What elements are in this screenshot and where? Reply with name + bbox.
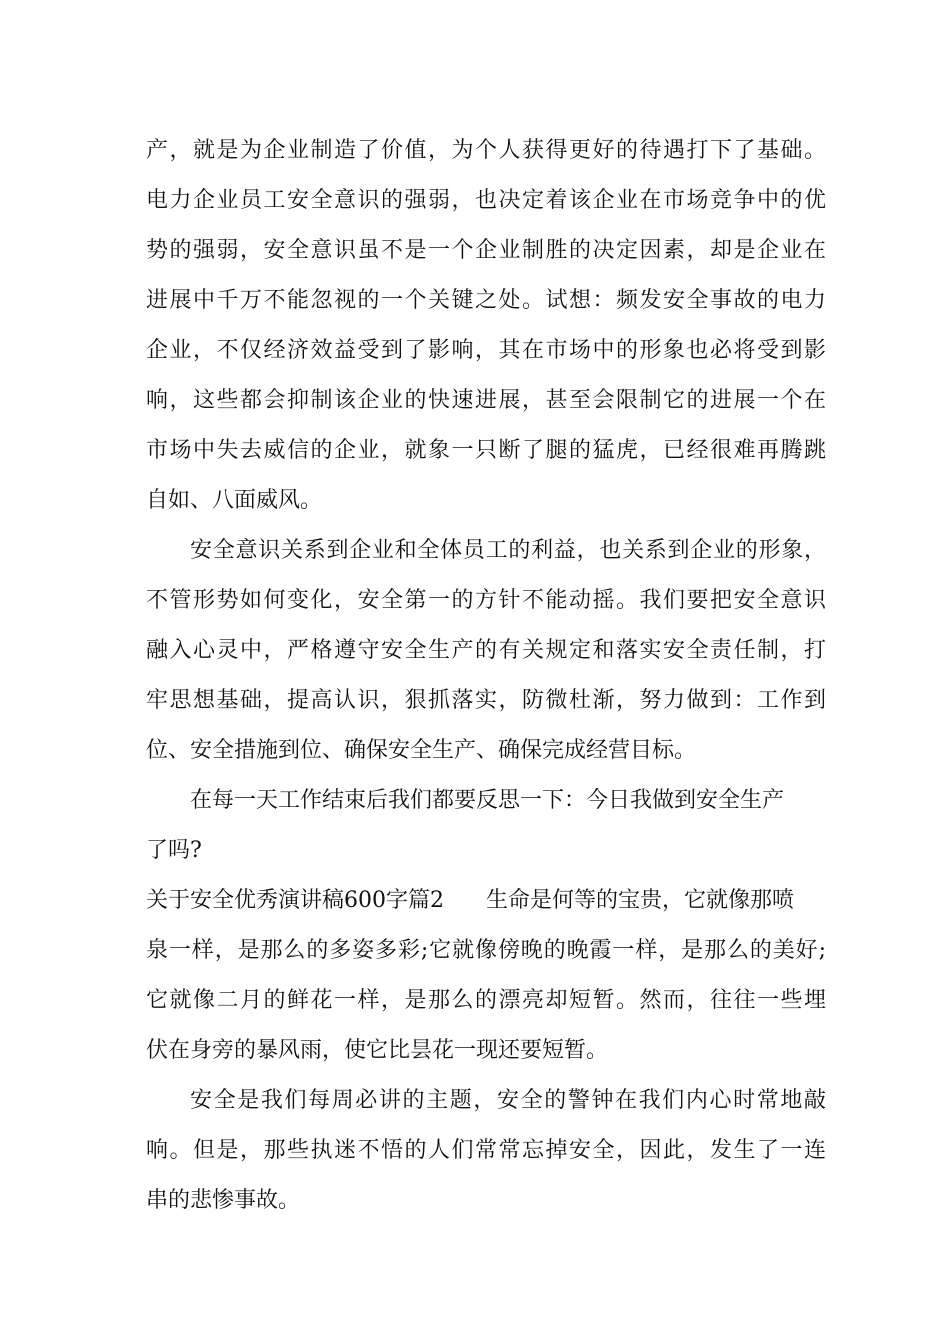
- text-line: 串的悲惨事故。: [146, 1188, 301, 1213]
- text-line: 伏在身旁的暴风雨，使它比昙花一现还要短暂。: [146, 1038, 609, 1063]
- text-line: 电力企业员工安全意识的强弱，也决定着该企业在市场竞争中的优: [146, 188, 826, 213]
- text-line: 了吗?: [146, 838, 202, 863]
- text-line: 进展中千万不能忽视的一个关键之处。试想：频发安全事故的电力: [146, 288, 826, 313]
- text-line: 生命是何等的宝贵，它就像那喷: [486, 888, 795, 913]
- text-line: 融入心灵中，严格遵守安全生产的有关规定和落实安全责任制，打: [146, 638, 826, 663]
- text-line: 市场中失去威信的企业，就象一只断了腿的猛虎，已经很难再腾跳: [146, 438, 826, 463]
- text-line: 产，就是为企业制造了价值，为个人获得更好的待遇打下了基础。: [146, 138, 826, 163]
- text-line: 自如、八面威风。: [146, 488, 323, 513]
- text-line: 在每一天工作结束后我们都要反思一下：今日我做到安全生产: [190, 788, 785, 813]
- text-line: 安全是我们每周必讲的主题，安全的警钟在我们内心时常地敲: [190, 1088, 826, 1113]
- text-line: 它就像二月的鲜花一样，是那么的漂亮却短暂。然而，往往一些埋: [146, 988, 826, 1013]
- text-line: 牢思想基础，提高认识，狠抓落实，防微杜渐，努力做到：工作到: [146, 688, 826, 713]
- text-line: 位、安全措施到位、确保安全生产、确保完成经营目标。: [146, 738, 697, 763]
- text-line: 安全意识关系到企业和全体员工的利益，也关系到企业的形象，: [190, 538, 826, 563]
- text-line: 不管形势如何变化，安全第一的方针不能动摇。我们要把安全意识: [146, 588, 826, 613]
- text-line: 泉一样，是那么的多姿多彩;它就像傍晚的晚霞一样，是那么的美好;: [146, 938, 826, 963]
- text-line: 企业，不仅经济效益受到了影响，其在市场中的形象也必将受到影: [146, 338, 826, 363]
- text-line: 势的强弱，安全意识虽不是一个企业制胜的决定因素，却是企业在: [146, 238, 826, 263]
- text-line: 响，这些都会抑制该企业的快速进展，甚至会限制它的进展一个在: [146, 388, 826, 413]
- text-line: 响。但是，那些执迷不悟的人们常常忘掉安全，因此，发生了一连: [146, 1138, 826, 1163]
- section-title: 关于安全优秀演讲稿600字篇2: [146, 888, 444, 913]
- section-line: [146, 881, 826, 921]
